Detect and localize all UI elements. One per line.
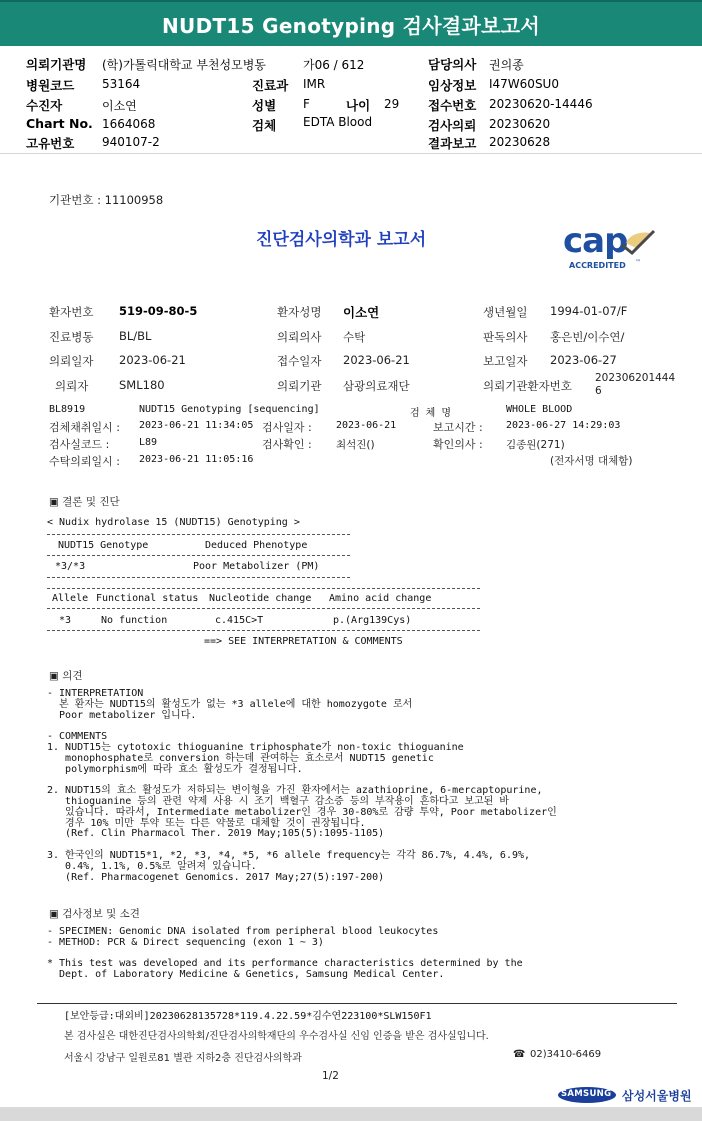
hosp-code-value: 53164 bbox=[102, 77, 141, 91]
dash-line bbox=[47, 630, 480, 631]
th-allele: Allele bbox=[52, 593, 89, 604]
dept-value: IMR bbox=[303, 77, 326, 91]
text-line: 0.4%, 1.1%, 0.5%로 알려져 있습니다. bbox=[47, 860, 257, 872]
cap-accredited-text: ACCREDITED bbox=[569, 261, 626, 270]
td-amino-acid-change: p.(Arg139Cys) bbox=[333, 615, 412, 626]
col-phenotype: Deduced Phenotype bbox=[205, 540, 308, 551]
unique-label: 고유번호 bbox=[26, 136, 75, 151]
phenotype-value: Poor Metabolizer (PM) bbox=[193, 561, 320, 572]
cap-logo-text: cap bbox=[563, 221, 628, 261]
sex-label: 성별 bbox=[252, 98, 277, 113]
specimen-value: EDTA Blood bbox=[303, 115, 373, 129]
confirm-label: 확인의사 : bbox=[433, 438, 483, 451]
testinfo-text bbox=[47, 927, 523, 981]
accession-value: 20230620-14446 bbox=[489, 97, 593, 111]
patient-value: 이소연 bbox=[102, 99, 137, 113]
recdate-label: 접수일자 bbox=[277, 354, 322, 368]
dash-line bbox=[47, 555, 350, 556]
clinical-value: I47W60SU0 bbox=[489, 77, 559, 91]
certification-note: 본 검사실은 대한진단검사의학회/진단검사의학재단의 우수검사실 신임 인증을 받은 검사실입니다. bbox=[64, 1031, 489, 1042]
testinfo-heading: ▣ 검사정보 및 소견 bbox=[49, 908, 140, 920]
instpid-value-line2: 6 bbox=[595, 385, 602, 397]
doctor-value: 권의종 bbox=[489, 58, 524, 72]
recdate-value: 2023-06-21 bbox=[343, 353, 410, 367]
col-genotype: NUDT15 Genotype bbox=[58, 540, 149, 551]
cap-accredited-logo bbox=[563, 221, 658, 273]
test-code: BL8919 bbox=[49, 404, 86, 415]
page-bottom-band bbox=[0, 1107, 702, 1121]
receipt-label: 수탁의뢰일시 : bbox=[49, 455, 120, 468]
meta-specimen-label: 검 체 명 bbox=[410, 408, 452, 419]
results-heading: ▣ 결론 및 진단 bbox=[49, 496, 120, 508]
reqdate-value: 2023-06-21 bbox=[119, 353, 186, 367]
dept-label: 진료과 bbox=[252, 78, 289, 93]
requested-label: 검사의뢰 bbox=[428, 118, 477, 133]
reported-value: 20230628 bbox=[489, 135, 551, 149]
opinion-text bbox=[47, 689, 557, 883]
text-line: 경우 10% 미만 투약 또는 다른 약물로 대체할 것이 권장됩니다. bbox=[47, 817, 366, 829]
test-name: NUDT15 Genotyping [sequencing] bbox=[139, 404, 320, 415]
text-line: 본 환자는 NUDT15의 활성도가 없는 *3 allele에 대한 homozygote 로서 bbox=[47, 698, 413, 710]
requester-label: 의뢰자 bbox=[55, 379, 89, 393]
testdate-value: 2023-06-21 bbox=[336, 420, 397, 431]
dash-line bbox=[47, 608, 480, 609]
pid-value: 519-09-80-5 bbox=[119, 304, 198, 318]
age-label: 나이 bbox=[346, 98, 371, 113]
text-line: polymorphism에 따라 효소 활성도가 결정됩니다. bbox=[47, 763, 303, 775]
collect-value: 2023-06-21 11:34:05 bbox=[139, 420, 254, 431]
th-nucleotide-change: Nucleotide change bbox=[209, 593, 312, 604]
req-org-label: 의뢰기관명 bbox=[26, 57, 87, 72]
room-value: L89 bbox=[139, 437, 158, 448]
text-line: 2. NUDT15의 효소 활성도가 저하되는 변이형을 가진 환자에서는 azathioprine, 6-mercaptopurine, bbox=[47, 785, 543, 797]
confirm-value: 김종원(271) bbox=[506, 439, 565, 451]
doctor-label: 담당의사 bbox=[428, 57, 477, 72]
th-functional-status: Functional status bbox=[96, 593, 199, 604]
check-value: 최석진() bbox=[336, 439, 375, 451]
clinical-label: 임상정보 bbox=[428, 78, 477, 93]
collect-label: 검체채취일시 : bbox=[49, 421, 120, 434]
text-line: - SPECIMEN: Genomic DNA isolated from peripheral blood leukocytes bbox=[47, 926, 439, 937]
cap-checkmark-icon bbox=[620, 229, 656, 257]
chart-value: 1664068 bbox=[102, 117, 156, 131]
requester-value: SML180 bbox=[119, 378, 165, 392]
requested-value: 20230620 bbox=[489, 117, 551, 131]
institution-number: 기관번호 : 11100958 bbox=[49, 193, 164, 207]
th-amino-acid-change: Amino acid change bbox=[329, 593, 432, 604]
gene-line: < Nudix hydrolase 15 (NUDT15) Genotyping > bbox=[47, 517, 300, 528]
see-interpretation: ==> SEE INTERPRETATION & COMMENTS bbox=[204, 636, 403, 647]
accession-label: 접수번호 bbox=[428, 98, 477, 113]
text-line bbox=[47, 721, 557, 732]
text-line: 1. NUDT15는 cytotoxic thioguanine triphosphate가 non-toxic thioguanine bbox=[47, 741, 464, 753]
text-line: - METHOD: PCR & Direct sequencing (exon 1 ~ 3) bbox=[47, 936, 324, 948]
hosp-code-label: 병원코드 bbox=[26, 78, 75, 93]
room-label: 검사실코드 : bbox=[49, 438, 110, 451]
room-value: 가06 / 612 bbox=[303, 58, 365, 72]
text-line: 있습니다. 따라서, Intermediate metabolizer인 경우 30-80%로 감량 투약, Poor metabolizer인 bbox=[47, 806, 557, 818]
genotype-value: *3/*3 bbox=[55, 561, 86, 572]
text-line: - COMMENTS bbox=[47, 731, 108, 743]
phone-icon: ☎ bbox=[513, 1049, 526, 1060]
patient-label: 수진자 bbox=[26, 98, 63, 113]
reqinst-label: 의뢰기관 bbox=[277, 379, 322, 393]
text-line: thioguanine 등의 관련 약제 사용 시 조기 백혈구 감소증 등의 부작용이 흔하다고 보고된 바 bbox=[47, 795, 510, 807]
text-line: - INTERPRETATION bbox=[47, 688, 144, 699]
address: 서울시 강남구 일원로81 별관 지하2층 진단검사의학과 bbox=[64, 1053, 302, 1064]
reqinst-value: 삼광의료재단 bbox=[343, 379, 410, 393]
text-line: monophosphate로 conversion 하는데 관여하는 효소로서 NUDT15 genetic bbox=[47, 752, 434, 764]
security-line: [보안등급:대외비]20230628135728*119.4.22.59*김수연223100*SLW150F1 bbox=[64, 1011, 432, 1022]
dash-line bbox=[47, 588, 480, 589]
ward-label: 진료병동 bbox=[49, 330, 94, 344]
header-divider bbox=[0, 153, 702, 154]
opinion-heading: ▣ 의견 bbox=[49, 670, 83, 682]
refdoc-value: 수탁 bbox=[343, 330, 366, 344]
req-org-value: (학)가톨릭대학교 부천성모병동 bbox=[102, 58, 266, 72]
cap-tm: ™ bbox=[635, 259, 641, 266]
readdoc-value: 홍은빈/이수연/ bbox=[550, 330, 625, 344]
samsung-text: SAMSUNG bbox=[561, 1089, 612, 1099]
reported-label: 결과보고 bbox=[428, 136, 477, 151]
text-line: (Ref. Pharmacogenet Genomics. 2017 May;27(5):197-200) bbox=[47, 871, 385, 883]
phone-number: 02)3410-6469 bbox=[530, 1049, 602, 1060]
repdate-value: 2023-06-27 bbox=[550, 353, 617, 367]
dash-line bbox=[47, 577, 350, 578]
reporttime-value: 2023-06-27 14:29:03 bbox=[506, 420, 621, 431]
unique-value: 940107-2 bbox=[102, 135, 160, 149]
report-heading: 진단검사의학과 보고서 bbox=[256, 230, 427, 250]
instpid-label: 의뢰기관환자번호 bbox=[483, 379, 572, 393]
reporttime-label: 보고시간 : bbox=[433, 421, 483, 434]
meta-specimen-value: WHOLE BLOOD bbox=[506, 404, 573, 415]
receipt-value: 2023-06-21 11:05:16 bbox=[139, 454, 254, 465]
readdoc-label: 판독의사 bbox=[483, 330, 528, 344]
ward-value: BL/BL bbox=[119, 329, 152, 343]
report-title: NUDT15 Genotyping 검사결과보고서 bbox=[161, 14, 540, 38]
samsung-hospital-logo bbox=[557, 1086, 692, 1108]
repdate-label: 보고일자 bbox=[483, 354, 528, 368]
text-line: Dept. of Laboratory Medicine & Genetics, Samsung Medical Center. bbox=[47, 969, 445, 981]
check-label: 검사확인 : bbox=[262, 438, 312, 451]
td-allele: *3 bbox=[59, 615, 72, 626]
reqdate-label: 의뢰일자 bbox=[49, 354, 94, 368]
dash-line bbox=[47, 534, 350, 535]
footer-divider bbox=[37, 1003, 677, 1004]
dob-value: 1994-01-07/F bbox=[550, 304, 628, 318]
esign-note: (전자서명 대체함) bbox=[550, 455, 633, 467]
td-nucleotide-change: c.415C>T bbox=[215, 615, 264, 626]
refdoc-label: 의뢰의사 bbox=[277, 330, 322, 344]
testdate-label: 검사일자 : bbox=[262, 421, 312, 434]
pname-value: 이소연 bbox=[343, 305, 380, 320]
td-functional-status: No function bbox=[101, 615, 168, 626]
chart-label: Chart No. bbox=[26, 116, 93, 131]
age-value: 29 bbox=[384, 97, 400, 111]
specimen-label: 검체 bbox=[252, 118, 277, 133]
dob-label: 생년월일 bbox=[483, 305, 528, 319]
text-line: 3. 한국인의 NUDT15*1, *2, *3, *4, *5, *6 allele frequency는 각각 86.7%, 4.4%, 6.9%, bbox=[47, 849, 531, 861]
pname-label: 환자성명 bbox=[277, 305, 322, 319]
text-line: * This test was developed and its performance characteristics determined by the bbox=[47, 958, 523, 970]
text-line: Poor metabolizer 입니다. bbox=[47, 709, 197, 721]
text-line: (Ref. Clin Pharmacol Ther. 2019 May;105(5):1095-1105) bbox=[47, 828, 385, 840]
pid-label: 환자번호 bbox=[49, 305, 94, 319]
instpid-value-line1: 202306201444 bbox=[595, 372, 676, 384]
sex-value: F bbox=[303, 97, 310, 111]
hospital-name: 삼성서울병원 bbox=[622, 1089, 692, 1103]
title-bar bbox=[0, 0, 702, 46]
page-number: 1/2 bbox=[322, 1070, 339, 1082]
